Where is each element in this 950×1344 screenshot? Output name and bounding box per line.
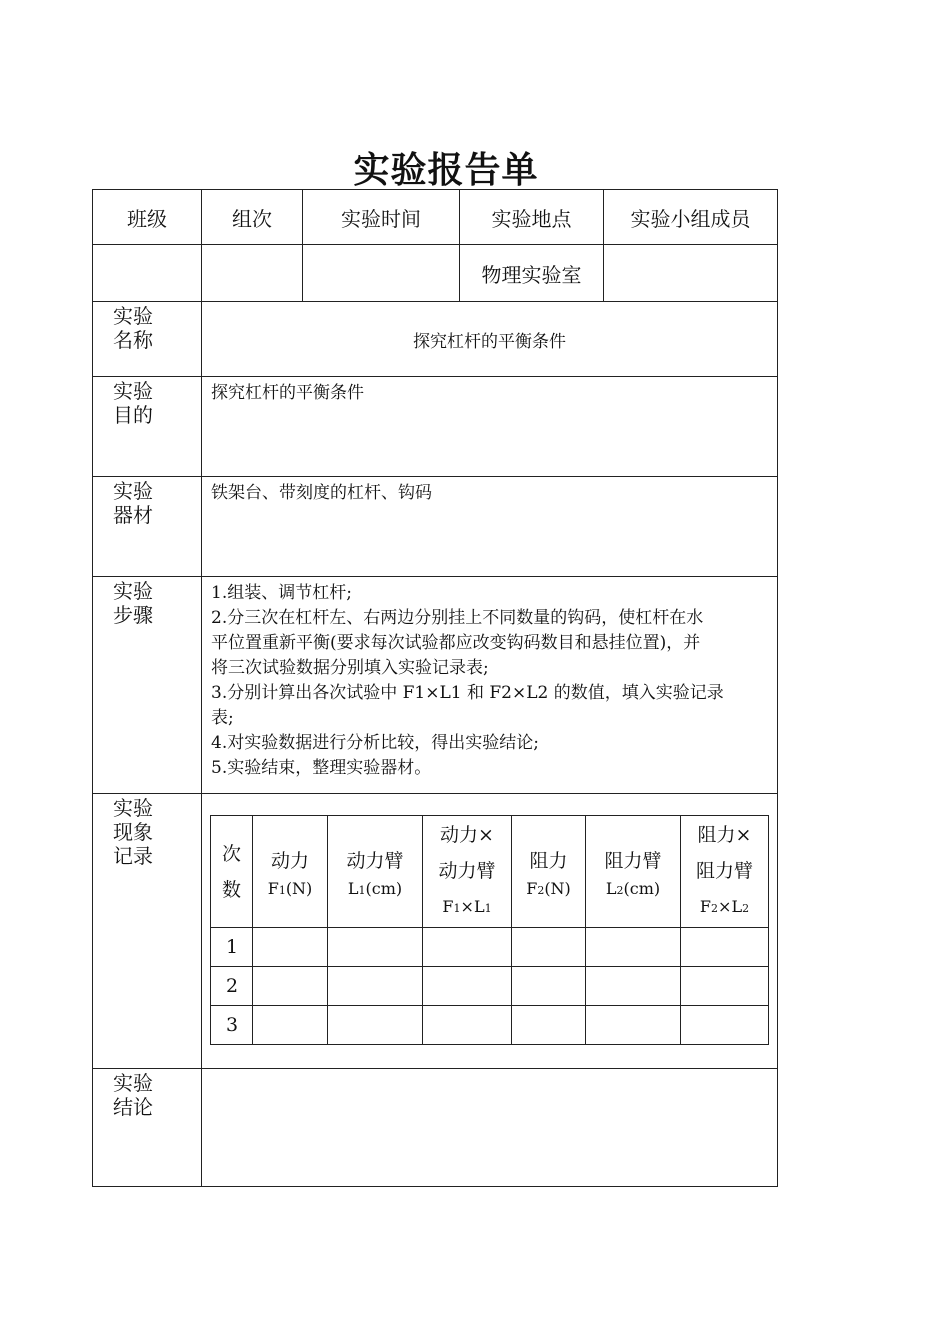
data-cell[interactable] <box>328 1006 423 1045</box>
trial-number: 2 <box>211 967 253 1006</box>
record-area <box>202 794 778 1069</box>
data-cell[interactable] <box>586 928 681 967</box>
class-value[interactable] <box>93 245 202 302</box>
info-row <box>93 245 778 302</box>
section-conclusion <box>93 1069 778 1187</box>
table-row <box>211 967 769 1006</box>
experiment-equipment[interactable]: 铁架台、带刻度的杠杆、钩码 <box>202 477 778 577</box>
section-label: 实验 器材 <box>93 477 202 577</box>
data-cell[interactable] <box>681 967 769 1006</box>
section-name <box>93 302 778 377</box>
step-line: 3.分别计算出各次试验中 F1×L1 和 F2×L2 的数值，填入实验记录 <box>211 683 724 703</box>
header-time: 实验时间 <box>303 190 460 245</box>
data-cell[interactable] <box>328 967 423 1006</box>
report-table <box>92 189 778 1187</box>
data-cell[interactable] <box>512 967 586 1006</box>
header-members: 实验小组成员 <box>604 190 778 245</box>
data-cell[interactable] <box>586 967 681 1006</box>
section-label: 实验 结论 <box>93 1069 202 1187</box>
header-location: 实验地点 <box>460 190 604 245</box>
col-product2: 阻力× 阻力臂 F2×L2 <box>681 816 769 928</box>
header-row <box>93 190 778 245</box>
step-line: 将三次试验数据分别填入实验记录表; <box>211 658 489 678</box>
members-value[interactable] <box>604 245 778 302</box>
step-line: 1.组装、调节杠杆; <box>211 583 352 603</box>
data-cell[interactable] <box>681 1006 769 1045</box>
col-force2: 阻力 F2(N) <box>512 816 586 928</box>
col-product1: 动力× 动力臂 F1×L1 <box>423 816 512 928</box>
section-label: 实验 名称 <box>93 302 202 377</box>
data-cell[interactable] <box>423 1006 512 1045</box>
section-purpose <box>93 377 778 477</box>
time-value[interactable] <box>303 245 460 302</box>
col-arm1: 动力臂 L1(cm) <box>328 816 423 928</box>
conclusion-field[interactable] <box>202 1069 778 1187</box>
experiment-steps[interactable] <box>202 577 778 794</box>
section-steps <box>93 577 778 794</box>
data-cell[interactable] <box>423 967 512 1006</box>
table-row <box>211 1006 769 1045</box>
section-equipment <box>93 477 778 577</box>
step-line: 平位置重新平衡(要求每次试验都应改变钩码数目和悬挂位置)，并 <box>211 633 701 653</box>
step-line: 5.实验结束，整理实验器材。 <box>211 758 432 778</box>
data-cell[interactable] <box>512 1006 586 1045</box>
data-record-table <box>210 815 769 1045</box>
header-group: 组次 <box>202 190 303 245</box>
step-line: 2.分三次在杠杆左、右两边分别挂上不同数量的钩码，使杠杆在水 <box>211 608 704 628</box>
location-value[interactable]: 物理实验室 <box>460 245 604 302</box>
data-cell[interactable] <box>512 928 586 967</box>
experiment-purpose[interactable]: 探究杠杆的平衡条件 <box>202 377 778 477</box>
section-label: 实验 目的 <box>93 377 202 477</box>
section-record <box>93 794 778 1069</box>
data-cell[interactable] <box>586 1006 681 1045</box>
col-arm2: 阻力臂 L2(cm) <box>586 816 681 928</box>
page-title: 实验报告单 <box>353 149 539 191</box>
step-line: 4.对实验数据进行分析比较，得出实验结论; <box>211 733 539 753</box>
trial-number: 3 <box>211 1006 253 1045</box>
step-line: 表; <box>211 708 234 728</box>
experiment-name[interactable]: 探究杠杆的平衡条件 <box>202 302 778 377</box>
record-header-row <box>211 816 769 928</box>
data-cell[interactable] <box>328 928 423 967</box>
trial-number: 1 <box>211 928 253 967</box>
data-cell[interactable] <box>253 967 328 1006</box>
section-label: 实验 步骤 <box>93 577 202 794</box>
data-cell[interactable] <box>253 928 328 967</box>
group-value[interactable] <box>202 245 303 302</box>
table-row <box>211 928 769 967</box>
data-cell[interactable] <box>253 1006 328 1045</box>
data-cell[interactable] <box>681 928 769 967</box>
col-trial: 次 数 <box>211 816 253 928</box>
col-force1: 动力 F1(N) <box>253 816 328 928</box>
section-label: 实验 现象 记录 <box>93 794 202 1069</box>
header-class: 班级 <box>93 190 202 245</box>
data-cell[interactable] <box>423 928 512 967</box>
